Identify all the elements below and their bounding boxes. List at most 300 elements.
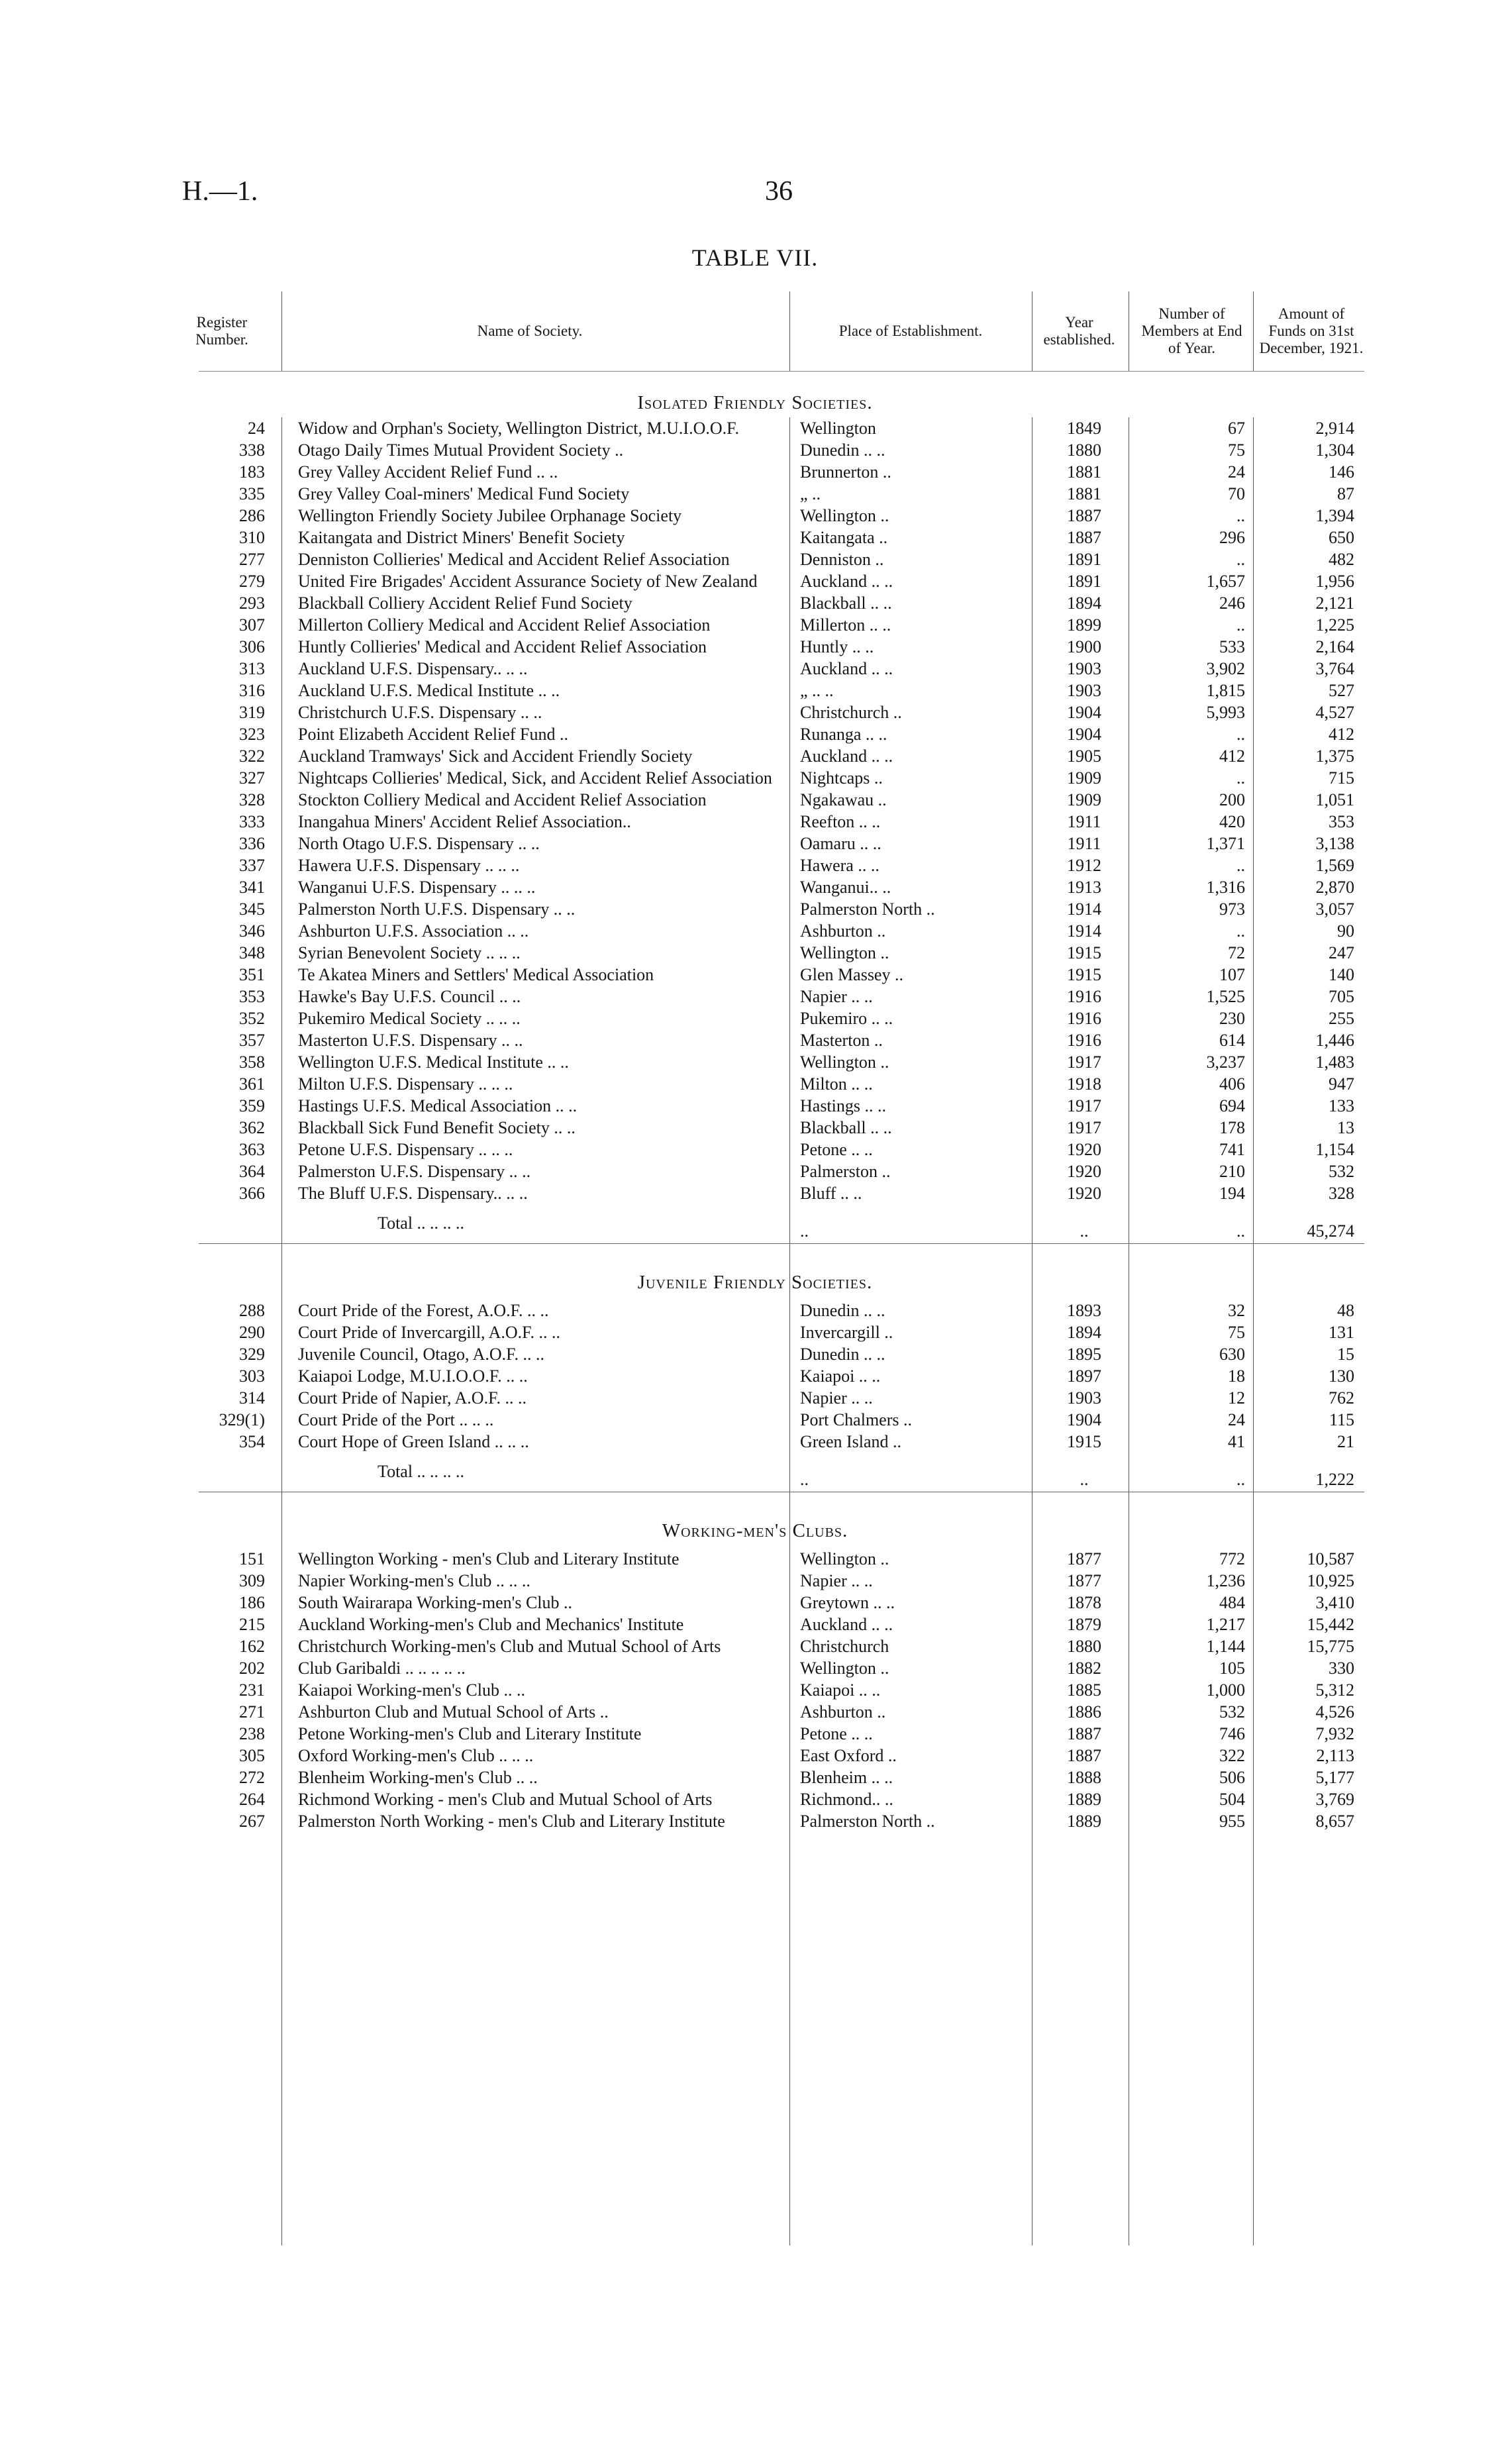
register-number: 306 bbox=[239, 637, 265, 656]
table-row bbox=[199, 767, 1364, 789]
register-number: 238 bbox=[239, 1724, 265, 1743]
table-row bbox=[199, 1745, 1364, 1767]
society-name: Stockton Colliery Medical and Accident Relief Association bbox=[298, 790, 707, 809]
place-of-establishment: Milton .. .. bbox=[800, 1074, 873, 1094]
place-of-establishment: Oamaru .. .. bbox=[800, 834, 881, 853]
funds-amount: 10,925 bbox=[1307, 1571, 1354, 1590]
year-established: 1915 bbox=[1067, 943, 1101, 962]
members-count: 5,993 bbox=[1206, 703, 1245, 722]
register-number: 357 bbox=[239, 1031, 265, 1050]
funds-amount: 13 bbox=[1337, 1118, 1354, 1137]
funds-amount: 131 bbox=[1329, 1323, 1354, 1342]
place-of-establishment: Blenheim .. .. bbox=[800, 1768, 893, 1787]
place-of-establishment: Glen Massey .. bbox=[800, 965, 903, 984]
society-name: Petone Working-men's Club and Literary Institute bbox=[298, 1724, 642, 1743]
year-established: 1920 bbox=[1067, 1162, 1101, 1181]
funds-amount: 482 bbox=[1329, 550, 1354, 569]
society-name: Hawke's Bay U.F.S. Council .. .. bbox=[298, 987, 521, 1006]
society-name: Kaiapoi Lodge, M.U.I.O.O.F. .. .. bbox=[298, 1366, 528, 1386]
table-row bbox=[199, 1095, 1364, 1117]
table-row bbox=[199, 1007, 1364, 1029]
table-row bbox=[199, 1387, 1364, 1409]
total-row bbox=[199, 1461, 1364, 1489]
register-number: 333 bbox=[239, 812, 265, 831]
year-established: 1903 bbox=[1067, 659, 1101, 678]
funds-amount: 2,121 bbox=[1315, 593, 1354, 613]
society-name: Napier Working-men's Club .. .. .. bbox=[298, 1571, 530, 1590]
funds-amount: 115 bbox=[1329, 1410, 1354, 1429]
funds-amount: 1,051 bbox=[1315, 790, 1354, 809]
society-name: Hawera U.F.S. Dispensary .. .. .. bbox=[298, 856, 520, 875]
total-year: .. bbox=[1080, 1221, 1089, 1241]
table-header bbox=[195, 291, 1364, 372]
society-name: Syrian Benevolent Society .. .. .. bbox=[298, 943, 521, 962]
table-row bbox=[199, 1182, 1364, 1204]
society-name: The Bluff U.F.S. Dispensary.. .. .. bbox=[298, 1184, 528, 1203]
table-row bbox=[199, 964, 1364, 986]
members-count: 24 bbox=[1228, 462, 1245, 482]
section-title-isolated: Isolated Friendly Societies. bbox=[637, 392, 873, 413]
members-count: 3,237 bbox=[1206, 1052, 1245, 1072]
members-count: 420 bbox=[1219, 812, 1245, 831]
table-row bbox=[199, 1570, 1364, 1592]
society-name: Nightcaps Collieries' Medical, Sick, and Accident Relief Association bbox=[298, 768, 772, 788]
table-row bbox=[199, 417, 1364, 439]
year-established: 1878 bbox=[1067, 1593, 1101, 1612]
members-count: 230 bbox=[1219, 1009, 1245, 1028]
funds-amount: 15,775 bbox=[1307, 1637, 1354, 1656]
funds-amount: 1,375 bbox=[1315, 746, 1354, 766]
funds-amount: 947 bbox=[1329, 1074, 1354, 1094]
table-row bbox=[199, 1160, 1364, 1182]
register-number: 335 bbox=[239, 484, 265, 503]
table-row bbox=[199, 1767, 1364, 1788]
members-count: 973 bbox=[1219, 899, 1245, 919]
funds-amount: 715 bbox=[1329, 768, 1354, 788]
funds-amount: 133 bbox=[1329, 1096, 1354, 1115]
register-number: 341 bbox=[239, 878, 265, 897]
members-count: 75 bbox=[1228, 440, 1245, 460]
place-of-establishment: Dunedin .. .. bbox=[800, 1301, 885, 1320]
column-header-members: Number of Members at End of Year. bbox=[1141, 305, 1242, 356]
place-of-establishment: Palmerston .. bbox=[800, 1162, 891, 1181]
register-number: 363 bbox=[239, 1140, 265, 1159]
register-number: 272 bbox=[239, 1768, 265, 1787]
year-established: 1887 bbox=[1067, 528, 1101, 547]
register-number: 322 bbox=[239, 746, 265, 766]
members-count: 412 bbox=[1219, 746, 1245, 766]
table-row bbox=[199, 505, 1364, 527]
table-row bbox=[199, 680, 1364, 701]
members-count: 32 bbox=[1228, 1301, 1245, 1320]
funds-amount: 4,527 bbox=[1315, 703, 1354, 722]
society-name: Wellington U.F.S. Medical Institute .. .. bbox=[298, 1052, 569, 1072]
year-established: 1904 bbox=[1067, 725, 1101, 744]
year-established: 1916 bbox=[1067, 1031, 1101, 1050]
place-of-establishment: Wanganui.. .. bbox=[800, 878, 891, 897]
register-number: 366 bbox=[239, 1184, 265, 1203]
register-number: 336 bbox=[239, 834, 265, 853]
register-number: 310 bbox=[239, 528, 265, 547]
society-name: Auckland U.F.S. Dispensary.. .. .. bbox=[298, 659, 528, 678]
table-title: TABLE VII. bbox=[691, 244, 819, 271]
members-count: 296 bbox=[1219, 528, 1245, 547]
members-count: 614 bbox=[1219, 1031, 1245, 1050]
place-of-establishment: Kaiapoi .. .. bbox=[800, 1680, 881, 1700]
members-count: 506 bbox=[1219, 1768, 1245, 1787]
place-of-establishment: Blackball .. .. bbox=[800, 593, 892, 613]
register-number: 319 bbox=[239, 703, 265, 722]
funds-amount: 1,446 bbox=[1315, 1031, 1354, 1050]
total-funds: 45,274 bbox=[1307, 1221, 1354, 1241]
year-established: 1916 bbox=[1067, 1009, 1101, 1028]
funds-amount: 762 bbox=[1329, 1388, 1354, 1408]
funds-amount: 10,587 bbox=[1307, 1549, 1354, 1568]
table-row bbox=[199, 483, 1364, 505]
society-name: Masterton U.F.S. Dispensary .. .. bbox=[298, 1031, 523, 1050]
year-established: 1914 bbox=[1067, 899, 1101, 919]
section-title-working-mens-clubs: Working-men's Clubs. bbox=[662, 1520, 848, 1541]
funds-amount: 412 bbox=[1329, 725, 1354, 744]
year-established: 1889 bbox=[1067, 1812, 1101, 1831]
year-established: 1880 bbox=[1067, 440, 1101, 460]
table-row bbox=[199, 1029, 1364, 1051]
table-row bbox=[199, 1300, 1364, 1321]
total-funds: 1,222 bbox=[1315, 1470, 1354, 1489]
place-of-establishment: Masterton .. bbox=[800, 1031, 883, 1050]
table-row bbox=[199, 1657, 1364, 1679]
year-established: 1918 bbox=[1067, 1074, 1101, 1094]
register-number: 202 bbox=[239, 1659, 265, 1678]
funds-amount: 3,138 bbox=[1315, 834, 1354, 853]
place-of-establishment: Huntly .. .. bbox=[800, 637, 874, 656]
year-established: 1904 bbox=[1067, 703, 1101, 722]
place-of-establishment: Ashburton .. bbox=[800, 921, 886, 941]
document-reference: H.—1. bbox=[182, 176, 258, 207]
table-row bbox=[199, 1409, 1364, 1431]
funds-amount: 5,177 bbox=[1315, 1768, 1354, 1787]
members-count: 741 bbox=[1219, 1140, 1245, 1159]
year-established: 1916 bbox=[1067, 987, 1101, 1006]
members-count: 1,815 bbox=[1206, 681, 1245, 700]
funds-amount: 5,312 bbox=[1315, 1680, 1354, 1700]
table-row bbox=[199, 1117, 1364, 1139]
register-number: 267 bbox=[239, 1812, 265, 1831]
funds-amount: 705 bbox=[1329, 987, 1354, 1006]
table-row bbox=[199, 1548, 1364, 1570]
column-header-register: Register Number. bbox=[195, 314, 248, 348]
society-name: Huntly Collieries' Medical and Accident Relief Association bbox=[298, 637, 707, 656]
table-row bbox=[199, 723, 1364, 745]
funds-amount: 1,304 bbox=[1315, 440, 1354, 460]
total-members: .. bbox=[1236, 1470, 1245, 1489]
society-name: Wellington Friendly Society Jubilee Orphanage Society bbox=[298, 506, 682, 525]
table-row bbox=[199, 920, 1364, 942]
members-count: .. bbox=[1236, 615, 1245, 635]
members-count: 694 bbox=[1219, 1096, 1245, 1115]
funds-amount: 3,057 bbox=[1315, 899, 1354, 919]
place-of-establishment: Kaiapoi .. .. bbox=[800, 1366, 881, 1386]
funds-amount: 48 bbox=[1337, 1301, 1354, 1320]
register-number: 346 bbox=[239, 921, 265, 941]
register-number: 327 bbox=[239, 768, 265, 788]
place-of-establishment: Auckland .. .. bbox=[800, 572, 893, 591]
place-of-establishment: Richmond.. .. bbox=[800, 1790, 893, 1809]
place-of-establishment: Auckland .. .. bbox=[800, 746, 893, 766]
place-of-establishment: Ngakawau .. bbox=[800, 790, 887, 809]
place-of-establishment: Wellington .. bbox=[800, 506, 889, 525]
table-row bbox=[199, 1431, 1364, 1453]
table-row bbox=[199, 548, 1364, 570]
total-year: .. bbox=[1080, 1470, 1089, 1489]
members-count: .. bbox=[1236, 550, 1245, 569]
place-of-establishment: Christchurch .. bbox=[800, 703, 902, 722]
year-established: 1882 bbox=[1067, 1659, 1101, 1678]
register-number: 314 bbox=[239, 1388, 265, 1408]
members-count: 3,902 bbox=[1206, 659, 1245, 678]
funds-amount: 15,442 bbox=[1307, 1615, 1354, 1634]
place-of-establishment: Wellington .. bbox=[800, 1549, 889, 1568]
table-row bbox=[199, 592, 1364, 614]
members-count: 955 bbox=[1219, 1812, 1245, 1831]
funds-amount: 87 bbox=[1337, 484, 1354, 503]
society-name: North Otago U.F.S. Dispensary .. .. bbox=[298, 834, 540, 853]
members-count: 630 bbox=[1219, 1345, 1245, 1364]
table-row bbox=[199, 833, 1364, 854]
total-label: Total .. .. .. .. bbox=[377, 1213, 465, 1233]
funds-amount: 328 bbox=[1329, 1184, 1354, 1203]
members-count: 70 bbox=[1228, 484, 1245, 503]
society-name: Juvenile Council, Otago, A.O.F. .. .. bbox=[298, 1345, 545, 1364]
society-name: Palmerston U.F.S. Dispensary .. .. bbox=[298, 1162, 531, 1181]
register-number: 323 bbox=[239, 725, 265, 744]
society-name: Hastings U.F.S. Medical Association .. .. bbox=[298, 1096, 578, 1115]
header-divider bbox=[281, 291, 282, 371]
members-count: .. bbox=[1236, 725, 1245, 744]
year-established: 1880 bbox=[1067, 1637, 1101, 1656]
society-name: Otago Daily Times Mutual Provident Society .. bbox=[298, 440, 624, 460]
place-of-establishment: Wellington .. bbox=[800, 943, 889, 962]
place-of-establishment: Bluff .. .. bbox=[800, 1184, 862, 1203]
members-count: .. bbox=[1236, 921, 1245, 941]
members-count: 178 bbox=[1219, 1118, 1245, 1137]
place-of-establishment: Hawera .. .. bbox=[800, 856, 880, 875]
society-name: Richmond Working - men's Club and Mutual School of Arts bbox=[298, 1790, 713, 1809]
register-number: 290 bbox=[239, 1323, 265, 1342]
society-name: Auckland U.F.S. Medical Institute .. .. bbox=[298, 681, 560, 700]
year-established: 1891 bbox=[1067, 550, 1101, 569]
place-of-establishment: „ .. bbox=[800, 484, 821, 503]
column-header-place: Place of Establishment. bbox=[838, 323, 983, 339]
register-number: 359 bbox=[239, 1096, 265, 1115]
register-number: 288 bbox=[239, 1301, 265, 1320]
society-name: South Wairarapa Working-men's Club .. bbox=[298, 1593, 573, 1612]
society-name: Millerton Colliery Medical and Accident Relief Association bbox=[298, 615, 711, 635]
page-header bbox=[182, 176, 1348, 215]
table-row bbox=[199, 1365, 1364, 1387]
society-name: Blenheim Working-men's Club .. .. bbox=[298, 1768, 538, 1787]
members-count: 1,657 bbox=[1206, 572, 1245, 591]
year-established: 1879 bbox=[1067, 1615, 1101, 1634]
year-established: 1877 bbox=[1067, 1571, 1101, 1590]
society-name: Wanganui U.F.S. Dispensary .. .. .. bbox=[298, 878, 536, 897]
register-number: 264 bbox=[239, 1790, 265, 1809]
table-row bbox=[199, 1139, 1364, 1160]
members-count: .. bbox=[1236, 856, 1245, 875]
table-row bbox=[199, 1321, 1364, 1343]
funds-amount: 2,164 bbox=[1315, 637, 1354, 656]
members-count: 105 bbox=[1219, 1659, 1245, 1678]
funds-amount: 1,483 bbox=[1315, 1052, 1354, 1072]
society-name: Club Garibaldi .. .. .. .. .. bbox=[298, 1659, 466, 1678]
register-number: 328 bbox=[239, 790, 265, 809]
year-established: 1909 bbox=[1067, 768, 1101, 788]
society-name: Denniston Collieries' Medical and Accident Relief Association bbox=[298, 550, 730, 569]
place-of-establishment: East Oxford .. bbox=[800, 1746, 897, 1765]
year-established: 1886 bbox=[1067, 1702, 1101, 1721]
table-row bbox=[199, 527, 1364, 548]
table-row bbox=[199, 1614, 1364, 1635]
members-count: 18 bbox=[1228, 1366, 1245, 1386]
year-established: 1904 bbox=[1067, 1410, 1101, 1429]
funds-amount: 2,113 bbox=[1316, 1746, 1354, 1765]
year-established: 1917 bbox=[1067, 1052, 1101, 1072]
society-name: Kaiapoi Working-men's Club .. .. bbox=[298, 1680, 525, 1700]
year-established: 1909 bbox=[1067, 790, 1101, 809]
year-established: 1889 bbox=[1067, 1790, 1101, 1809]
funds-amount: 527 bbox=[1329, 681, 1354, 700]
total-underline bbox=[199, 1243, 1364, 1244]
year-established: 1849 bbox=[1067, 419, 1101, 438]
table-row bbox=[199, 942, 1364, 964]
table-row bbox=[199, 1701, 1364, 1723]
table-row bbox=[199, 1810, 1364, 1832]
register-number: 293 bbox=[239, 593, 265, 613]
members-count: 533 bbox=[1219, 637, 1245, 656]
funds-amount: 140 bbox=[1329, 965, 1354, 984]
funds-amount: 15 bbox=[1337, 1345, 1354, 1364]
year-established: 1877 bbox=[1067, 1549, 1101, 1568]
column-header-year: Year established. bbox=[1043, 314, 1115, 348]
funds-amount: 2,914 bbox=[1315, 419, 1354, 438]
place-of-establishment: Wellington bbox=[800, 419, 876, 438]
year-established: 1914 bbox=[1067, 921, 1101, 941]
funds-amount: 650 bbox=[1329, 528, 1354, 547]
register-number: 162 bbox=[239, 1637, 265, 1656]
funds-amount: 1,225 bbox=[1315, 615, 1354, 635]
year-established: 1887 bbox=[1067, 506, 1101, 525]
society-name: Inangahua Miners' Accident Relief Association.. bbox=[298, 812, 631, 831]
register-number: 303 bbox=[239, 1366, 265, 1386]
year-established: 1881 bbox=[1067, 484, 1101, 503]
register-number: 353 bbox=[239, 987, 265, 1006]
place-of-establishment: Nightcaps .. bbox=[800, 768, 883, 788]
table-row bbox=[199, 1073, 1364, 1095]
table-row bbox=[199, 1788, 1364, 1810]
members-count: 484 bbox=[1219, 1593, 1245, 1612]
funds-amount: 255 bbox=[1329, 1009, 1354, 1028]
place-of-establishment: Blackball .. .. bbox=[800, 1118, 892, 1137]
register-number: 329(1) bbox=[219, 1410, 265, 1429]
register-number: 358 bbox=[239, 1052, 265, 1072]
place-of-establishment: Brunnerton .. bbox=[800, 462, 891, 482]
register-number: 215 bbox=[239, 1615, 265, 1634]
members-count: 406 bbox=[1219, 1074, 1245, 1094]
year-established: 1911 bbox=[1067, 812, 1101, 831]
members-count: .. bbox=[1236, 506, 1245, 525]
register-number: 286 bbox=[239, 506, 265, 525]
register-number: 186 bbox=[239, 1593, 265, 1612]
section-title-juvenile: Juvenile Friendly Societies. bbox=[637, 1272, 873, 1293]
table-row bbox=[199, 1635, 1364, 1657]
register-number: 362 bbox=[239, 1118, 265, 1137]
year-established: 1900 bbox=[1067, 637, 1101, 656]
place-of-establishment: Auckland .. .. bbox=[800, 659, 893, 678]
place-of-establishment: Petone .. .. bbox=[800, 1140, 873, 1159]
society-name: Christchurch Working-men's Club and Mutual School of Arts bbox=[298, 1637, 721, 1656]
year-established: 1897 bbox=[1067, 1366, 1101, 1386]
funds-amount: 7,932 bbox=[1315, 1724, 1354, 1743]
members-count: 194 bbox=[1219, 1184, 1245, 1203]
members-count: 1,316 bbox=[1206, 878, 1245, 897]
column-header-funds: Amount of Funds on 31st December, 1921. bbox=[1259, 305, 1364, 356]
register-number: 329 bbox=[239, 1345, 265, 1364]
society-name: Grey Valley Coal-miners' Medical Fund Society bbox=[298, 484, 630, 503]
year-established: 1881 bbox=[1067, 462, 1101, 482]
members-count: 504 bbox=[1219, 1790, 1245, 1809]
table-row bbox=[199, 1723, 1364, 1745]
society-name: Christchurch U.F.S. Dispensary .. .. bbox=[298, 703, 542, 722]
year-established: 1917 bbox=[1067, 1096, 1101, 1115]
society-name: Point Elizabeth Accident Relief Fund .. bbox=[298, 725, 568, 744]
place-of-establishment: Auckland .. .. bbox=[800, 1615, 893, 1634]
header-divider bbox=[1253, 291, 1254, 371]
page-number: 36 bbox=[765, 176, 793, 207]
year-established: 1912 bbox=[1067, 856, 1101, 875]
register-number: 348 bbox=[239, 943, 265, 962]
register-number: 271 bbox=[239, 1702, 265, 1721]
place-of-establishment: Invercargill .. bbox=[800, 1323, 893, 1342]
total-place: .. bbox=[800, 1221, 809, 1241]
register-number: 305 bbox=[239, 1746, 265, 1765]
table-row bbox=[199, 745, 1364, 767]
members-count: 746 bbox=[1219, 1724, 1245, 1743]
table-row bbox=[199, 701, 1364, 723]
funds-amount: 532 bbox=[1329, 1162, 1354, 1181]
funds-amount: 330 bbox=[1329, 1659, 1354, 1678]
place-of-establishment: Runanga .. .. bbox=[800, 725, 887, 744]
funds-amount: 3,410 bbox=[1315, 1593, 1354, 1612]
table-row bbox=[199, 811, 1364, 833]
place-of-establishment: Palmerston North .. bbox=[800, 1812, 935, 1831]
members-count: 532 bbox=[1219, 1702, 1245, 1721]
place-of-establishment: Wellington .. bbox=[800, 1052, 889, 1072]
register-number: 345 bbox=[239, 899, 265, 919]
members-count: 246 bbox=[1219, 593, 1245, 613]
members-count: 1,144 bbox=[1206, 1637, 1245, 1656]
year-established: 1903 bbox=[1067, 681, 1101, 700]
society-name: Ashburton U.F.S. Association .. .. bbox=[298, 921, 529, 941]
table-row bbox=[199, 570, 1364, 592]
total-members: .. bbox=[1236, 1221, 1245, 1241]
funds-amount: 353 bbox=[1329, 812, 1354, 831]
funds-amount: 247 bbox=[1329, 943, 1354, 962]
place-of-establishment: Ashburton .. bbox=[800, 1702, 886, 1721]
register-number: 313 bbox=[239, 659, 265, 678]
register-number: 24 bbox=[248, 419, 265, 438]
society-name: Auckland Tramways' Sick and Accident Friendly Society bbox=[298, 746, 693, 766]
place-of-establishment: Millerton .. .. bbox=[800, 615, 891, 635]
